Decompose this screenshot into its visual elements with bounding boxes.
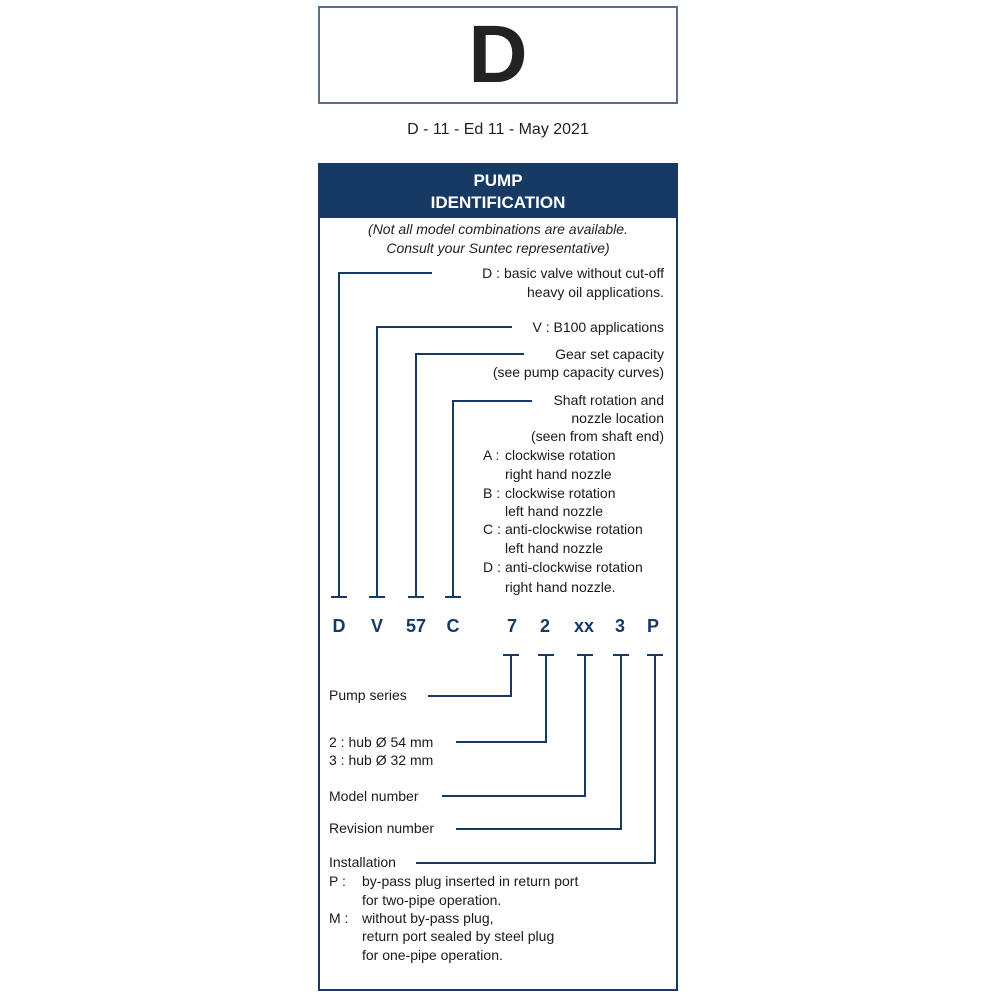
label-hub-3: 3 : hub Ø 32 mm bbox=[329, 752, 434, 768]
note-line1: (Not all model combinations are available. bbox=[368, 221, 628, 237]
document-letter: D bbox=[468, 9, 528, 100]
option-d-line1: anti-clockwise rotation bbox=[505, 559, 643, 575]
install-p-line1: by-pass plug inserted in return port bbox=[362, 873, 579, 889]
panel-title-line2: IDENTIFICATION bbox=[430, 193, 566, 212]
code-char-8: 3 bbox=[614, 616, 625, 636]
label-installation: Installation bbox=[329, 854, 396, 870]
option-d-line2: right hand nozzle. bbox=[505, 579, 616, 595]
panel-title-line1: PUMP bbox=[473, 171, 523, 190]
option-c-key: C : bbox=[483, 521, 501, 537]
install-p-key: P : bbox=[329, 873, 346, 889]
option-a-key: A : bbox=[483, 447, 500, 463]
code-char-3: 57 bbox=[405, 616, 427, 636]
option-d-key: D : bbox=[483, 559, 501, 575]
desc-d-line2: heavy oil applications. bbox=[527, 284, 664, 300]
code-char-7: xx bbox=[573, 616, 595, 636]
option-b-line1: clockwise rotation bbox=[505, 485, 616, 501]
install-p-line2: for two-pipe operation. bbox=[362, 892, 502, 908]
edition-label: D - 11 - Ed 11 - May 2021 bbox=[407, 121, 589, 138]
panel-title bbox=[320, 165, 676, 218]
install-m-key: M : bbox=[329, 910, 349, 926]
option-a-line2: right hand nozzle bbox=[505, 466, 612, 482]
install-m-line1: without by-pass plug, bbox=[362, 910, 494, 926]
desc-d-line1: D : basic valve without cut-off bbox=[482, 265, 664, 281]
desc-gear-line1: Gear set capacity bbox=[555, 346, 664, 362]
label-hub-2: 2 : hub Ø 54 mm bbox=[329, 734, 434, 750]
label-revision-number: Revision number bbox=[329, 820, 435, 836]
document-letter-box bbox=[318, 6, 678, 104]
option-b-key: B : bbox=[483, 485, 501, 501]
code-char-5: 7 bbox=[506, 616, 517, 636]
note-line2: Consult your Suntec representative) bbox=[386, 240, 610, 256]
desc-shaft-line2: nozzle location bbox=[571, 410, 664, 426]
desc-shaft-line1: Shaft rotation and bbox=[553, 392, 664, 408]
option-b-line2: left hand nozzle bbox=[505, 503, 604, 519]
option-c-line1: anti-clockwise rotation bbox=[505, 521, 643, 537]
desc-gear-line2: (see pump capacity curves) bbox=[492, 364, 664, 380]
option-c-line2: left hand nozzle bbox=[505, 540, 604, 556]
code-char-9: P bbox=[646, 616, 659, 636]
desc-shaft-line3: (seen from shaft end) bbox=[530, 428, 664, 444]
label-model-number: Model number bbox=[329, 788, 419, 804]
install-m-line3: for one-pipe operation. bbox=[362, 947, 503, 963]
code-char-2: V bbox=[370, 616, 383, 636]
install-m-line2: return port sealed by steel plug bbox=[362, 928, 555, 944]
code-char-6: 2 bbox=[539, 616, 550, 636]
option-a-line1: clockwise rotation bbox=[505, 447, 616, 463]
desc-v-line1: V : B100 applications bbox=[532, 319, 664, 335]
code-char-1: D bbox=[332, 616, 346, 636]
label-pump-series: Pump series bbox=[329, 687, 407, 703]
code-char-4: C bbox=[446, 616, 460, 636]
